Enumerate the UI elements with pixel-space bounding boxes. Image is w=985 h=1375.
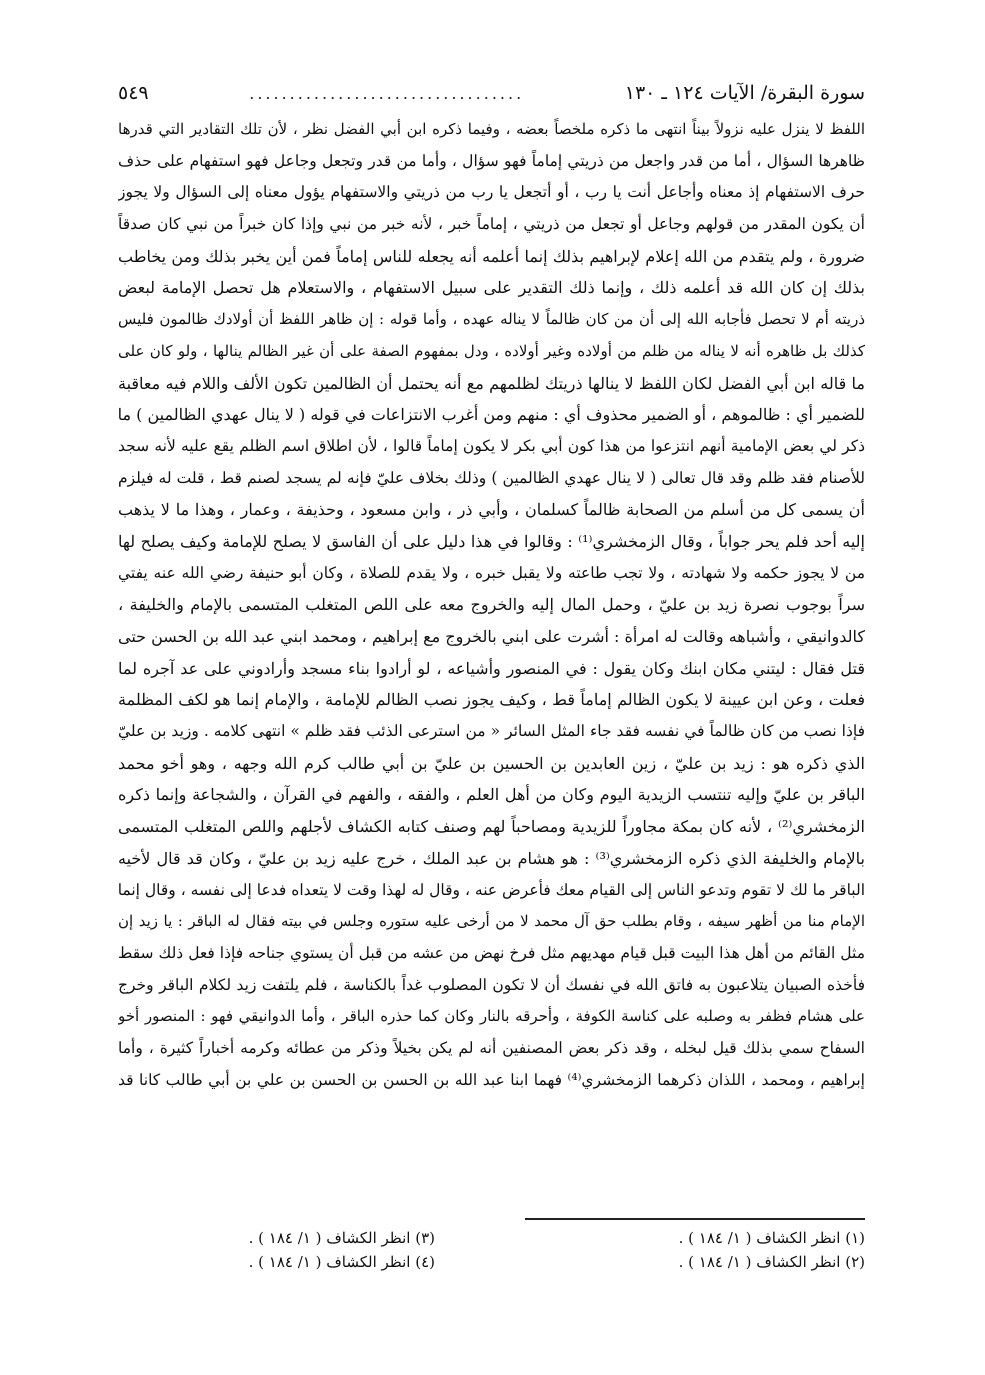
footnote-column-left — [175, 1226, 435, 1274]
text-line: للأصنام فقد ظلم وقد قال تعالى ( لا ينال عهدي الظالمين ) وذلك بخلاف عليّ فإنه لم يسجد لصنم قط ، قلت له فيلزم — [118, 468, 865, 487]
text-line: الإمام منا من أظهر سيفه ، وقام بطلب حق آل محمد لا من أرخى عليه ستوره وجلس في بيته فقال له الباقر : يا زيد إن — [118, 912, 865, 931]
footnote-2: (٢) انظر الكشاف ( ١/ ١٨٤ ) . — [678, 1253, 865, 1271]
text-line: سراً بوجوب نصرة زيد بن عليّ ، وحمل المال إليه والخروج معه على اللص المتغلب المتسمى بالإمام والخليفة ، — [118, 595, 865, 615]
text-line: للضمير أي : ظالموهم ، أو الضمير محذوف أي : منهم ومن أغرب الانتزاعات في قوله ( لا ينال عهدي الظالمين ) ما — [118, 405, 865, 425]
text-line: كذلك بل ظاهره أنه لا يناله من ظلم من أولاده وغير أولاده ، ودل بمفهوم الصفة على أن غير الظالم ينالها ، ولو كان على — [118, 341, 865, 360]
text-line: ظاهرها السؤال ، أما من قدر واجعل من ذريتي إماماً فهو سؤال ، وأما من قدر وتجعل وجاعل فهو استفهام على حذف — [118, 151, 865, 170]
text-line: حرف الاستفهام إذ معناه وأجاعل أنت يا رب ، أو أتجعل يا رب من ذريتي والاستفهام يؤول معناه إلى السؤال ولا يجوز — [118, 183, 865, 202]
running-header — [118, 78, 865, 108]
text-line: ذكر لي بعض الإمامية أنهم انتزعوا من هذا كون أبي بكر لا يكون إماماً قالوا ، لأن اطلاق اسم الظلم يقع عليه لأنه سجد — [118, 436, 865, 455]
text-line: أن يسمى كل من أسلم من الصحابة ظالماً كسلمان ، وأبي ذر ، وابن مسعود ، وحذيفة ، وعمار ، وهذا ما لا يذهب — [118, 500, 865, 520]
footnotes — [118, 1226, 865, 1306]
text-line: فعلت ، وعن ابن عيينة لا يكون الظالم إماماً قط ، وكيف يجوز نصب الظالم للإمامة ، والإمام إنما هو لكف المظلمة — [118, 690, 865, 710]
text-line: الباقر بن عليّ وإليه تنتسب الزيدية اليوم وكان من أهل العلم ، والفقه ، والفهم في القرآن ، والشجاعة وإنما ذكره — [118, 785, 865, 805]
text-line: أن يكون المقدر من قولهم وجاعل أو تجعل من ذريتي ، إماماً خبر ، لأنه خبر من نبي وإذا كان خبراً من نبي كان صدقاً — [118, 215, 865, 234]
text-line: كالدوانيقي ، وأشباهه وقالت له امرأة : أشرت على ابني بالخروج مع إبراهيم ، ومحمد ابني عبد الله بن الحسن حتى — [118, 627, 865, 646]
text-line: الذي ذكره هو : زيد بن عليّ ، زين العابدين بن الحسين بن عليّ بن أبي طالب كرم الله وجهه ، وهو أخو محمد — [118, 753, 865, 773]
text-line: على هشام فظفر به وصلبه على كناسة الكوفة ، وأحرقه بالنار وكان كما حذره الباقر ، وأما الدوانيقي فهو : المنصور أخو — [118, 1007, 865, 1026]
text-line: إليه أحد فلم يحر جواباً ، وقال الزمخشري⁽¹⁾ : وقالوا في هذا دليل على أن الفاسق لا يصلح للإمامة وكيف يصلح لها — [118, 531, 865, 551]
text-line: مثل القائم من أهل هذا البيت قبل قيام مهديهم مثل فرخ نهض من عشه من قبل أن يستوي جناحه فإذا فعل ذلك سقط — [118, 943, 865, 962]
text-line: السفاح سمي بذلك قيل لبخله ، وقد ذكر بعض المصنفين أنه لم يكن بخيلاً وذكر من عطائه وكرمه أخباراً كثيرة ، وأما — [118, 1038, 865, 1057]
leader-dots: .................................. — [249, 83, 525, 103]
footnote-4: (٤) انظر الكشاف ( ١/ ١٨٤ ) . — [248, 1253, 435, 1271]
running-title: سورة البقرة/ الآيات ١٢٤ ـ ١٣٠ — [624, 82, 865, 104]
text-line: قتل فقال : ليتني مكان ابنك وكان يقول : في المنصور وأشياعه ، لو أرادوا بناء مسجد وأرادوني على عد آجره لما — [118, 658, 865, 678]
text-line: ما قاله ابن أبي الفضل لكان اللفظ لا ينالها ذريتك لظلمهم مع أنه يحتمل أن الظالمين تكون الألف واللام فيه معاقبة — [118, 373, 865, 393]
text-line: الباقر ما لك لا تقوم وتدعو الناس إلى القيام معك فأعرض عنه ، وقال له لهذا وقت لا يتعداه فدعا إلى نفسه ، وقال إنما — [118, 880, 865, 899]
text-line: ذريته أم لا تحصل فأجابه الله إلى أن من كان ظالماً لا يناله عهده ، وأما قوله : إن ظاهر اللفظ أن أولادك ظالمون فليس — [118, 310, 865, 329]
body-text — [118, 114, 865, 1096]
page-number: ٥٤٩ — [118, 82, 149, 104]
text-line: إبراهيم ، ومحمد ، اللذان ذكرهما الزمخشري⁽⁴⁾ فهما ابنا عبد الله بن الحسن بن الحسن بن علي بن أبي طالب كانا قد — [118, 1070, 865, 1089]
text-line: بالإمام والخليفة الذي ذكره الزمخشري⁽³⁾ : هو هشام بن عبد الملك ، خرج عليه زيد بن عليّ ، وكان قد قال لأخيه — [118, 848, 865, 868]
text-line: من لا يجوز حكمه ولا شهادته ، ولا تجب طاعته ولا يقبل خبره ، ولا يقدم للصلاة ، وكان أبو حنيفة رضي الله عنه يفتي — [118, 563, 865, 582]
footnote-1: (١) انظر الكشاف ( ١/ ١٨٤ ) . — [678, 1229, 865, 1247]
text-line: بذلك إن كان الله قد أعلمه ذلك ، وإنما ذلك التقدير على سبيل الاستفهام ، والاستعلام هل تحصل الإمامة لبعض — [118, 278, 865, 298]
text-line: فأخذه الصبيان يتلاعبون به فاتق الله في نفسك أن لا تكون المصلوب غداً بالكناسة ، فلم يلتفت زيد لكلام الباقر وخرج — [118, 975, 865, 994]
text-line: الزمخشري⁽²⁾ ، لأنه كان بمكة مجاوراً للزيدية ومصاحباً لهم وصنف كتابه الكشاف لأجلهم واللص المتغلب المتسمى — [118, 817, 865, 837]
footnote-3: (٣) انظر الكشاف ( ١/ ١٨٤ ) . — [248, 1229, 435, 1247]
text-line: اللفظ لا ينزل عليه نزولاً بيناً انتهى ما ذكره ملخصاً بعضه ، وفيما ذكره ابن أبي الفضل نظر ، لأن تلك التقادير التي قدرها — [118, 120, 865, 138]
footnote-column-right — [605, 1226, 865, 1274]
text-line: فإذا نصب من كان ظالماً في نفسه فقد جاء المثل السائر « من استرعى الذئب فقد ظلم » انتهى كلامه . وزيد بن عليّ — [118, 722, 865, 741]
footnote-separator — [525, 1218, 865, 1220]
text-line: ضرورة ، ولم يتقدم من الله إعلام لإبراهيم بذلك إنما أعلمه أنه يجعله للناس إماماً فمن أين يخبر بذلك ومن يخاطب — [118, 246, 865, 266]
